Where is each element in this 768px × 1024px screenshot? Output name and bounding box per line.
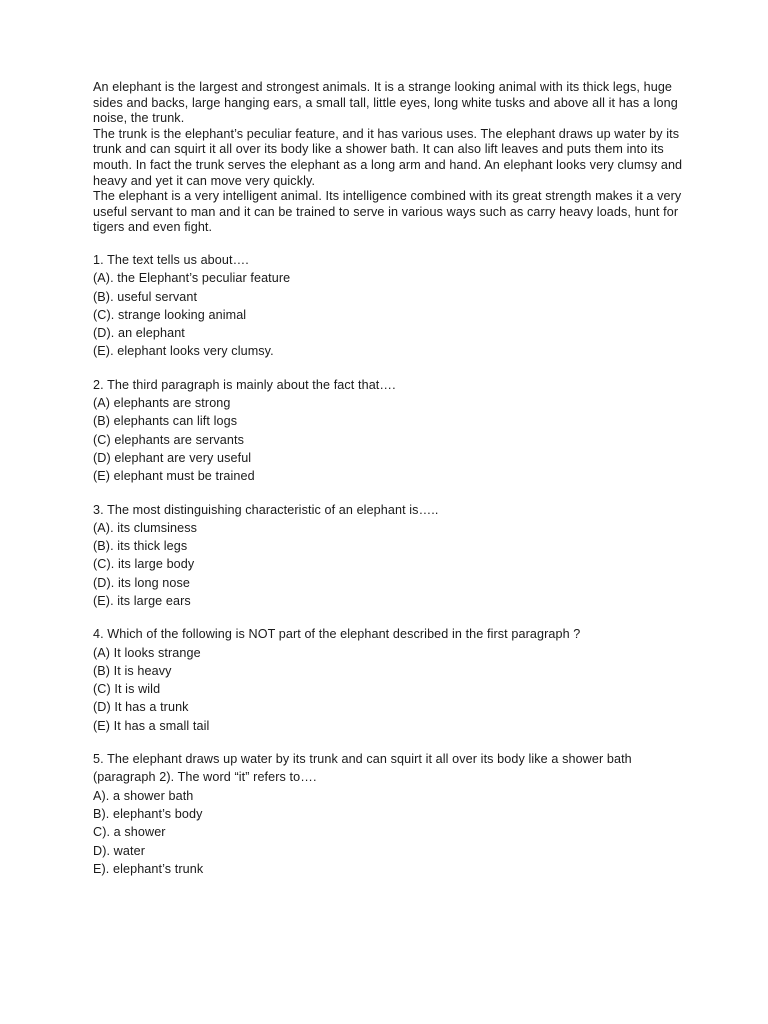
question-text: 4. Which of the following is NOT part of the elephant described in the first paragraph ? (93, 627, 581, 642)
answer-option: (E). its large ears (93, 593, 191, 608)
answer-option: (E) It has a small tail (93, 718, 210, 733)
question-text: 2. The third paragraph is mainly about the fact that…. (93, 377, 396, 392)
answer-option: (D) elephant are very useful (93, 450, 252, 465)
answer-option: (A). the Elephant’s peculiar feature (93, 271, 291, 286)
answer-option: (B). its thick legs (93, 539, 188, 554)
question-text: 3. The most distinguishing characteristic of an elephant is….. (93, 502, 439, 517)
answer-option: (E). elephant looks very clumsy. (93, 344, 274, 359)
answer-option: (C). strange looking animal (93, 307, 247, 322)
answer-option: C). a shower (93, 825, 166, 840)
answer-option: A). a shower bath (93, 788, 194, 803)
answer-option: (A). its clumsiness (93, 520, 198, 535)
answer-option: E). elephant’s trunk (93, 861, 204, 876)
answer-option: (A) elephants are strong (93, 396, 231, 411)
answer-option: (B). useful servant (93, 289, 198, 304)
answer-option: (C). its large body (93, 557, 195, 572)
reading-passage (93, 80, 683, 236)
answer-option: (C) It is wild (93, 682, 161, 697)
passage-paragraph-2: The trunk is the elephant’s peculiar feature, and it has various uses. The elephant draws up water by its trunk and can squirt it all over its body like a shower bath. It can also lift leaves and puts them into its mouth. In fact the trunk serves the elephant as a long arm and hand. An elephant looks very clumsy and heavy and yet it can move very quickly. (93, 126, 683, 188)
answer-option: (B) It is heavy (93, 663, 172, 678)
question-4 (93, 625, 683, 735)
answer-option: (B) elephants can lift logs (93, 414, 238, 429)
answer-option: B). elephant’s body (93, 806, 203, 821)
answer-option: (C) elephants are servants (93, 432, 244, 447)
question-text: 5. The elephant draws up water by its trunk and can squirt it all over its body like a shower bath (paragraph 2). The word “it” refers to…. (93, 752, 632, 785)
passage-paragraph-3: The elephant is a very intelligent animal. Its intelligence combined with its great strength makes it a very useful servant to man and it can be trained to serve in various ways such as carry heavy loads, hunt for tigers and even fight. (93, 189, 682, 235)
answer-option: (D) It has a trunk (93, 700, 189, 715)
answer-option: (D). its long nose (93, 575, 190, 590)
passage-paragraph-1: An elephant is the largest and strongest animals. It is a strange looking animal with its thick legs, huge sides and backs, large hanging ears, a small tall, little eyes, long white tusks and above all it has a long noise, the trunk. (93, 80, 678, 126)
answer-option: (D). an elephant (93, 326, 185, 341)
question-5 (93, 750, 683, 878)
question-1 (93, 251, 683, 361)
answer-option: (E) elephant must be trained (93, 469, 255, 484)
answer-option: D). water (93, 843, 145, 858)
question-3 (93, 501, 683, 611)
answer-option: (A) It looks strange (93, 645, 201, 660)
document-page (93, 80, 683, 878)
question-2 (93, 376, 683, 486)
question-text: 1. The text tells us about…. (93, 252, 249, 267)
